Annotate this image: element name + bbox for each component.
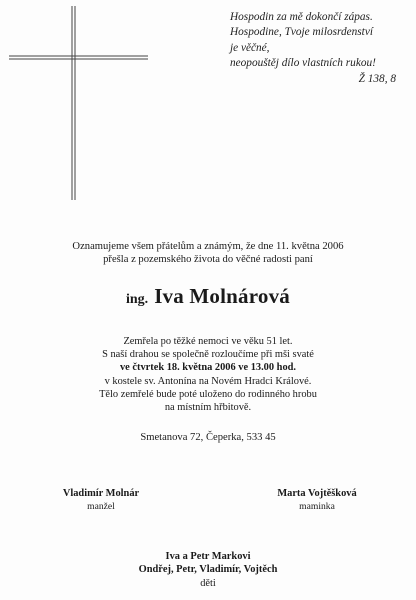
cross-icon [0,0,200,210]
signature-relation: maminka [299,501,335,512]
announcement [0,240,416,267]
announcement-line: přešla z pozemského života do věčné radosti paní [103,254,313,266]
signature-relation: manžel [87,501,115,512]
bible-quote [230,10,406,87]
quote-reference: Ž 138, 8 [358,72,396,85]
signature-husband [36,488,166,512]
details-line: v kostele sv. Antonína na Novém Hradci Králové. [104,375,312,387]
signature-children [0,550,416,590]
announcement-line: Oznamujeme všem přátelům a známým, že dne 11. května 2006 [72,241,344,252]
signature-mother [252,488,382,512]
quote-line: Hospodine, Tvoje milosrdenství [230,26,373,39]
details-line: Tělo zemřelé bude poté uloženo do rodinného hrobu [99,388,317,400]
details-date-line: ve čtvrtek 18. května 2006 ve 13.00 hod. [119,362,297,374]
children-line: Ondřej, Petr, Vladimír, Vojtěch [138,564,278,576]
deceased-title: ing. [126,292,149,307]
children-line: Iva a Petr Markovi [165,551,251,562]
deceased-name-heading [0,284,416,309]
children-relation: děti [200,577,216,589]
signature-name: Marta Vojtěšková [277,488,357,499]
quote-line: je věčné, [230,41,270,54]
details-line: Zemřela po těžké nemoci ve věku 51 let. [123,336,293,347]
quote-line: neopouštěj dílo vlastních rukou! [230,57,376,70]
quote-line: Hospodin za mě dokončí zápas. [230,11,373,23]
details-line: S naší drahou se společně rozloučíme při mši svaté [102,349,314,361]
family-address: Smetanova 72, Čeperka, 533 45 [140,432,276,443]
funeral-details [0,335,416,414]
deceased-name: Iva Molnárová [154,284,290,308]
details-line: na místním hřbitově. [164,402,252,414]
signature-name: Vladimír Molnár [62,488,140,499]
